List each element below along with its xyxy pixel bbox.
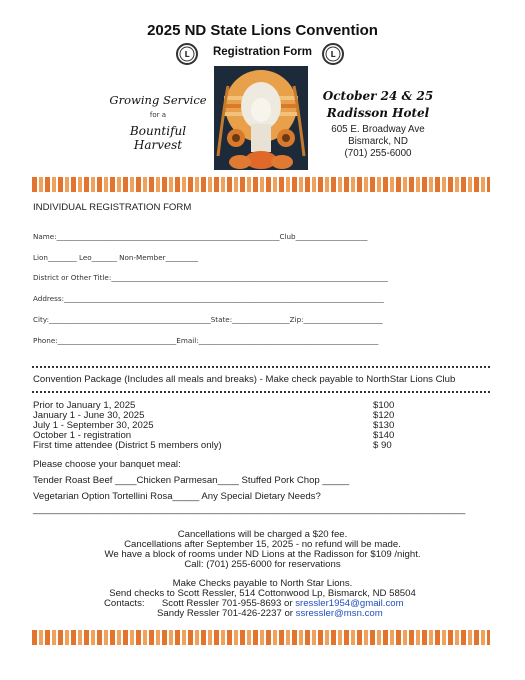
phone-email-field[interactable]: Phone:_________________________________Email:__________________________________________________ [33, 336, 379, 345]
price-label: Prior to January 1, 2025 [33, 400, 136, 411]
cancellation-deadline-text: Cancellations after September 15, 2025 - no refund will be made. [124, 539, 401, 550]
reservation-text: Call: (701) 255-6000 for reservations [184, 559, 341, 570]
price-label: October 1 - registration [33, 430, 132, 441]
dietary-needs-line[interactable]: _________________________________________________________________________________ [33, 504, 466, 515]
city-state-zip-field[interactable]: City:_____________________________________________State:________________Zip:______________________ [33, 315, 383, 324]
theme-line-2: Bountiful Harvest [129, 124, 187, 152]
theme-for: for a [149, 111, 167, 119]
form-subtitle: Registration Form [212, 46, 313, 58]
price-value: $ 90 [373, 440, 392, 451]
cancellation-fee-text: Cancellations will be charged a $20 fee. [177, 529, 348, 540]
price-value: $140 [373, 430, 395, 441]
theme-line-1: Growing Service [109, 93, 207, 107]
price-label: January 1 - June 30, 2025 [33, 410, 145, 421]
lions-logo-icon [176, 43, 198, 65]
divider-dotted [32, 391, 490, 393]
venue-address: 605 E. Broadway Ave [331, 124, 425, 135]
venue-phone: (701) 255-6000 [344, 148, 412, 159]
price-value: $130 [373, 420, 395, 431]
event-dates: October 24 & 25 [322, 89, 434, 103]
contacts-line-2 [157, 608, 383, 619]
checks-payable-text: Make Checks payable to North Star Lions. [172, 578, 353, 589]
price-value: $100 [373, 400, 395, 411]
lions-logo-icon [322, 43, 344, 65]
event-venue: Radisson Hotel [326, 106, 430, 120]
district-title-field[interactable]: District or Other Title:_____________________________________________________________________________ [33, 273, 388, 282]
name-club-field[interactable]: Name:______________________________________________________________Club____________________ [33, 232, 368, 241]
meal-choice-line-1[interactable]: Tender Roast Beef ____Chicken Parmesan____ Stuffed Pork Chop _____ [33, 475, 350, 486]
decorative-stripe-top [32, 177, 490, 192]
page-title: 2025 ND State Lions Convention [147, 22, 378, 39]
meal-choice-line-2[interactable]: Vegetarian Option Tortellini Rosa_____ Any Special Dietary Needs? [33, 491, 321, 502]
send-checks-text: Send checks to Scott Ressler, 514 Cottonwood Lp, Bismarck, ND 58504 [109, 588, 416, 599]
venue-city: Bismarck, ND [348, 136, 408, 147]
package-heading: Convention Package (Includes all meals and breaks) - Make check payable to NorthStar Lions Club [33, 374, 456, 385]
room-block-text: We have a block of rooms under ND Lions at the Radisson for $109 /night. [104, 549, 421, 560]
svg-text:L: L [330, 50, 336, 59]
price-value: $120 [373, 410, 395, 421]
contacts-label: Contacts: [104, 598, 145, 609]
contact-sandy: Sandy Ressler 701-426-2237 or [157, 608, 293, 619]
price-label: First time attendee (District 5 members only) [33, 440, 222, 451]
svg-text:L: L [184, 50, 190, 59]
decorative-stripe-bottom [32, 630, 490, 645]
address-field[interactable]: Address:_________________________________________________________________________________________ [33, 294, 384, 303]
price-label: July 1 - September 30, 2025 [33, 420, 154, 431]
email-link[interactable]: ssressler@msn.com [295, 608, 383, 619]
divider-dotted [32, 366, 490, 368]
contact-scott: Scott Ressler 701-955-8693 or [161, 598, 293, 609]
form-section-title: INDIVIDUAL REGISTRATION FORM [33, 202, 192, 213]
email-link[interactable]: sressler1954@gmail.com [295, 598, 404, 609]
banquet-prompt: Please choose your banquet meal: [33, 459, 181, 470]
membership-type-field[interactable]: Lion________ Leo_______ Non-Member_________ [33, 253, 198, 262]
lion-harvest-illustration [214, 66, 308, 170]
